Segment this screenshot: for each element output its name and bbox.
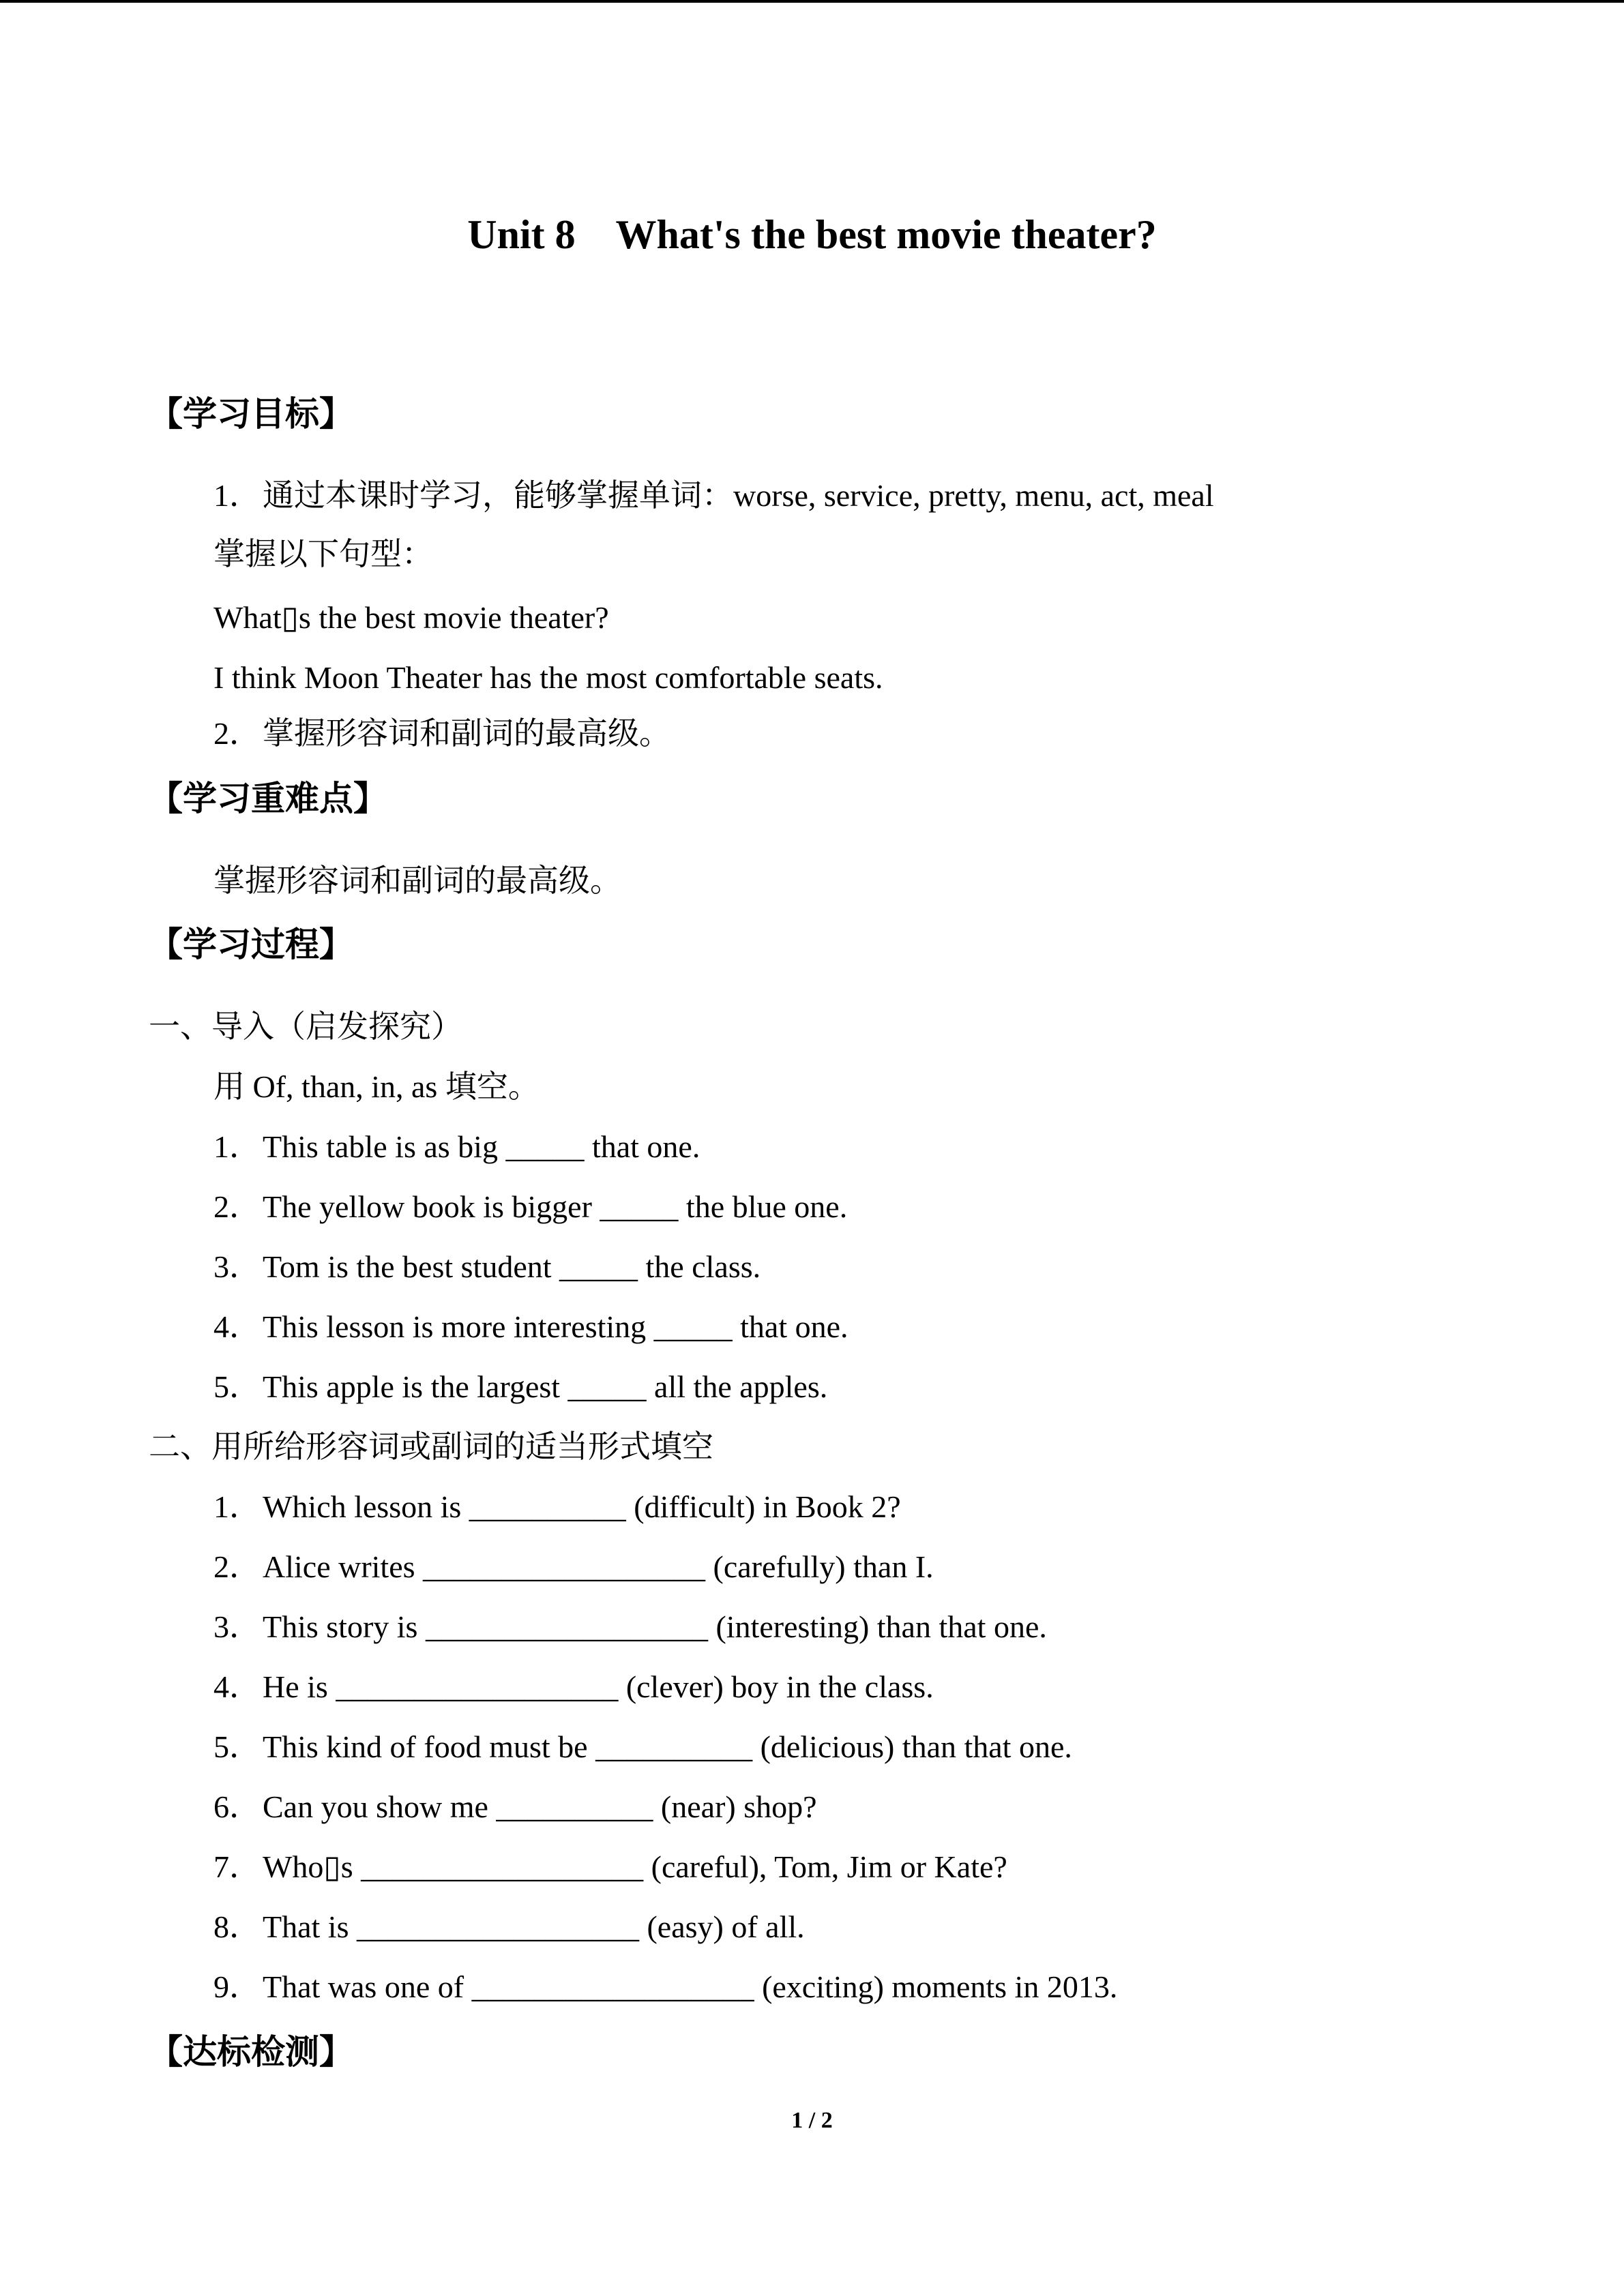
item-number: 3． [213, 1249, 261, 1284]
item-text: This table is as big _____ that one. [263, 1129, 700, 1164]
objective-line-2: 掌握以下句型： [213, 537, 433, 571]
item-text: This lesson is more interesting _____ that one. [263, 1309, 848, 1344]
item-number: 1． [213, 1129, 261, 1164]
item-text: Who▯s __________________ (careful), Tom, Jim or Kate? [263, 1849, 1007, 1884]
section-heading-assessment: 【达标检测】 [149, 2032, 353, 2072]
objective-line-3: What▯s the best movie theater? [213, 600, 609, 635]
item-number: 5． [213, 1369, 261, 1404]
part1-item [213, 1187, 847, 1227]
part2-item [213, 1727, 1072, 1768]
item-text: That was one of __________________ (exciting) moments in 2013. [263, 1969, 1118, 2004]
part2-item [213, 1787, 817, 1828]
part2-item [213, 1907, 805, 1948]
part1-heading: 一、导入（启发探究） [149, 1009, 462, 1044]
item-text: Which lesson is __________ (difficult) in Book 2? [263, 1489, 901, 1524]
objective-line-4: I think Moon Theater has the most comfortable seats. [213, 660, 883, 695]
part1-item [213, 1247, 761, 1287]
section-heading-objectives: 【学习目标】 [149, 394, 353, 434]
page-number: 1 / 2 [791, 2108, 833, 2133]
item-text: He is __________________ (clever) boy in the class. [263, 1669, 934, 1704]
item-text: The yellow book is bigger _____ the blue one. [263, 1189, 848, 1224]
item-text: This story is __________________ (interesting) than that one. [263, 1609, 1047, 1644]
item-number: 9． [213, 1969, 261, 2004]
objective-line-1-number: 1． [213, 478, 261, 513]
part2-item [213, 1847, 1007, 1888]
item-text: Alice writes __________________ (carefully) than I. [263, 1549, 934, 1584]
item-number: 2． [213, 1549, 261, 1584]
item-number: 4． [213, 1669, 261, 1704]
objective-line-5 [213, 713, 670, 754]
item-number: 1． [213, 1489, 261, 1524]
top-border [0, 0, 1624, 3]
part2-item [213, 1607, 1047, 1648]
item-text: Tom is the best student _____ the class. [263, 1249, 761, 1284]
key-points-text: 掌握形容词和副词的最高级。 [213, 863, 621, 898]
section-heading-key-points: 【学习重难点】 [149, 779, 387, 818]
page-title: Unit 8 What's the best movie theater? [467, 212, 1157, 257]
part1-item [213, 1367, 827, 1407]
item-number: 7． [213, 1849, 261, 1884]
item-number: 4． [213, 1309, 261, 1344]
item-number: 2． [213, 1189, 261, 1224]
objective-line-1-text: 通过本课时学习，能够掌握单词：worse, service, pretty, menu, act, meal [263, 478, 1214, 513]
item-number: 6． [213, 1789, 261, 1824]
item-number: 8． [213, 1909, 261, 1944]
part2-item [213, 1667, 934, 1708]
objective-line-1 [213, 475, 1214, 516]
part1-instruction: 用 Of, than, in, as 填空。 [213, 1069, 540, 1104]
item-text: This kind of food must be __________ (delicious) than that one. [263, 1729, 1072, 1764]
part2-item [213, 1487, 901, 1527]
part2-item [213, 1547, 934, 1587]
objective-line-5-text: 掌握形容词和副词的最高级。 [263, 716, 670, 751]
part2-heading: 二、用所给形容词或副词的适当形式填空 [149, 1429, 713, 1464]
item-text: That is __________________ (easy) of all. [263, 1909, 805, 1944]
item-text: Can you show me __________ (near) shop? [263, 1789, 817, 1824]
item-text: This apple is the largest _____ all the apples. [263, 1369, 828, 1404]
item-number: 3． [213, 1609, 261, 1644]
section-heading-process: 【学习过程】 [149, 925, 353, 964]
part1-item [213, 1307, 848, 1347]
item-number: 5． [213, 1729, 261, 1764]
objective-line-5-number: 2． [213, 716, 261, 751]
part1-item [213, 1127, 700, 1167]
part2-item [213, 1967, 1117, 2008]
